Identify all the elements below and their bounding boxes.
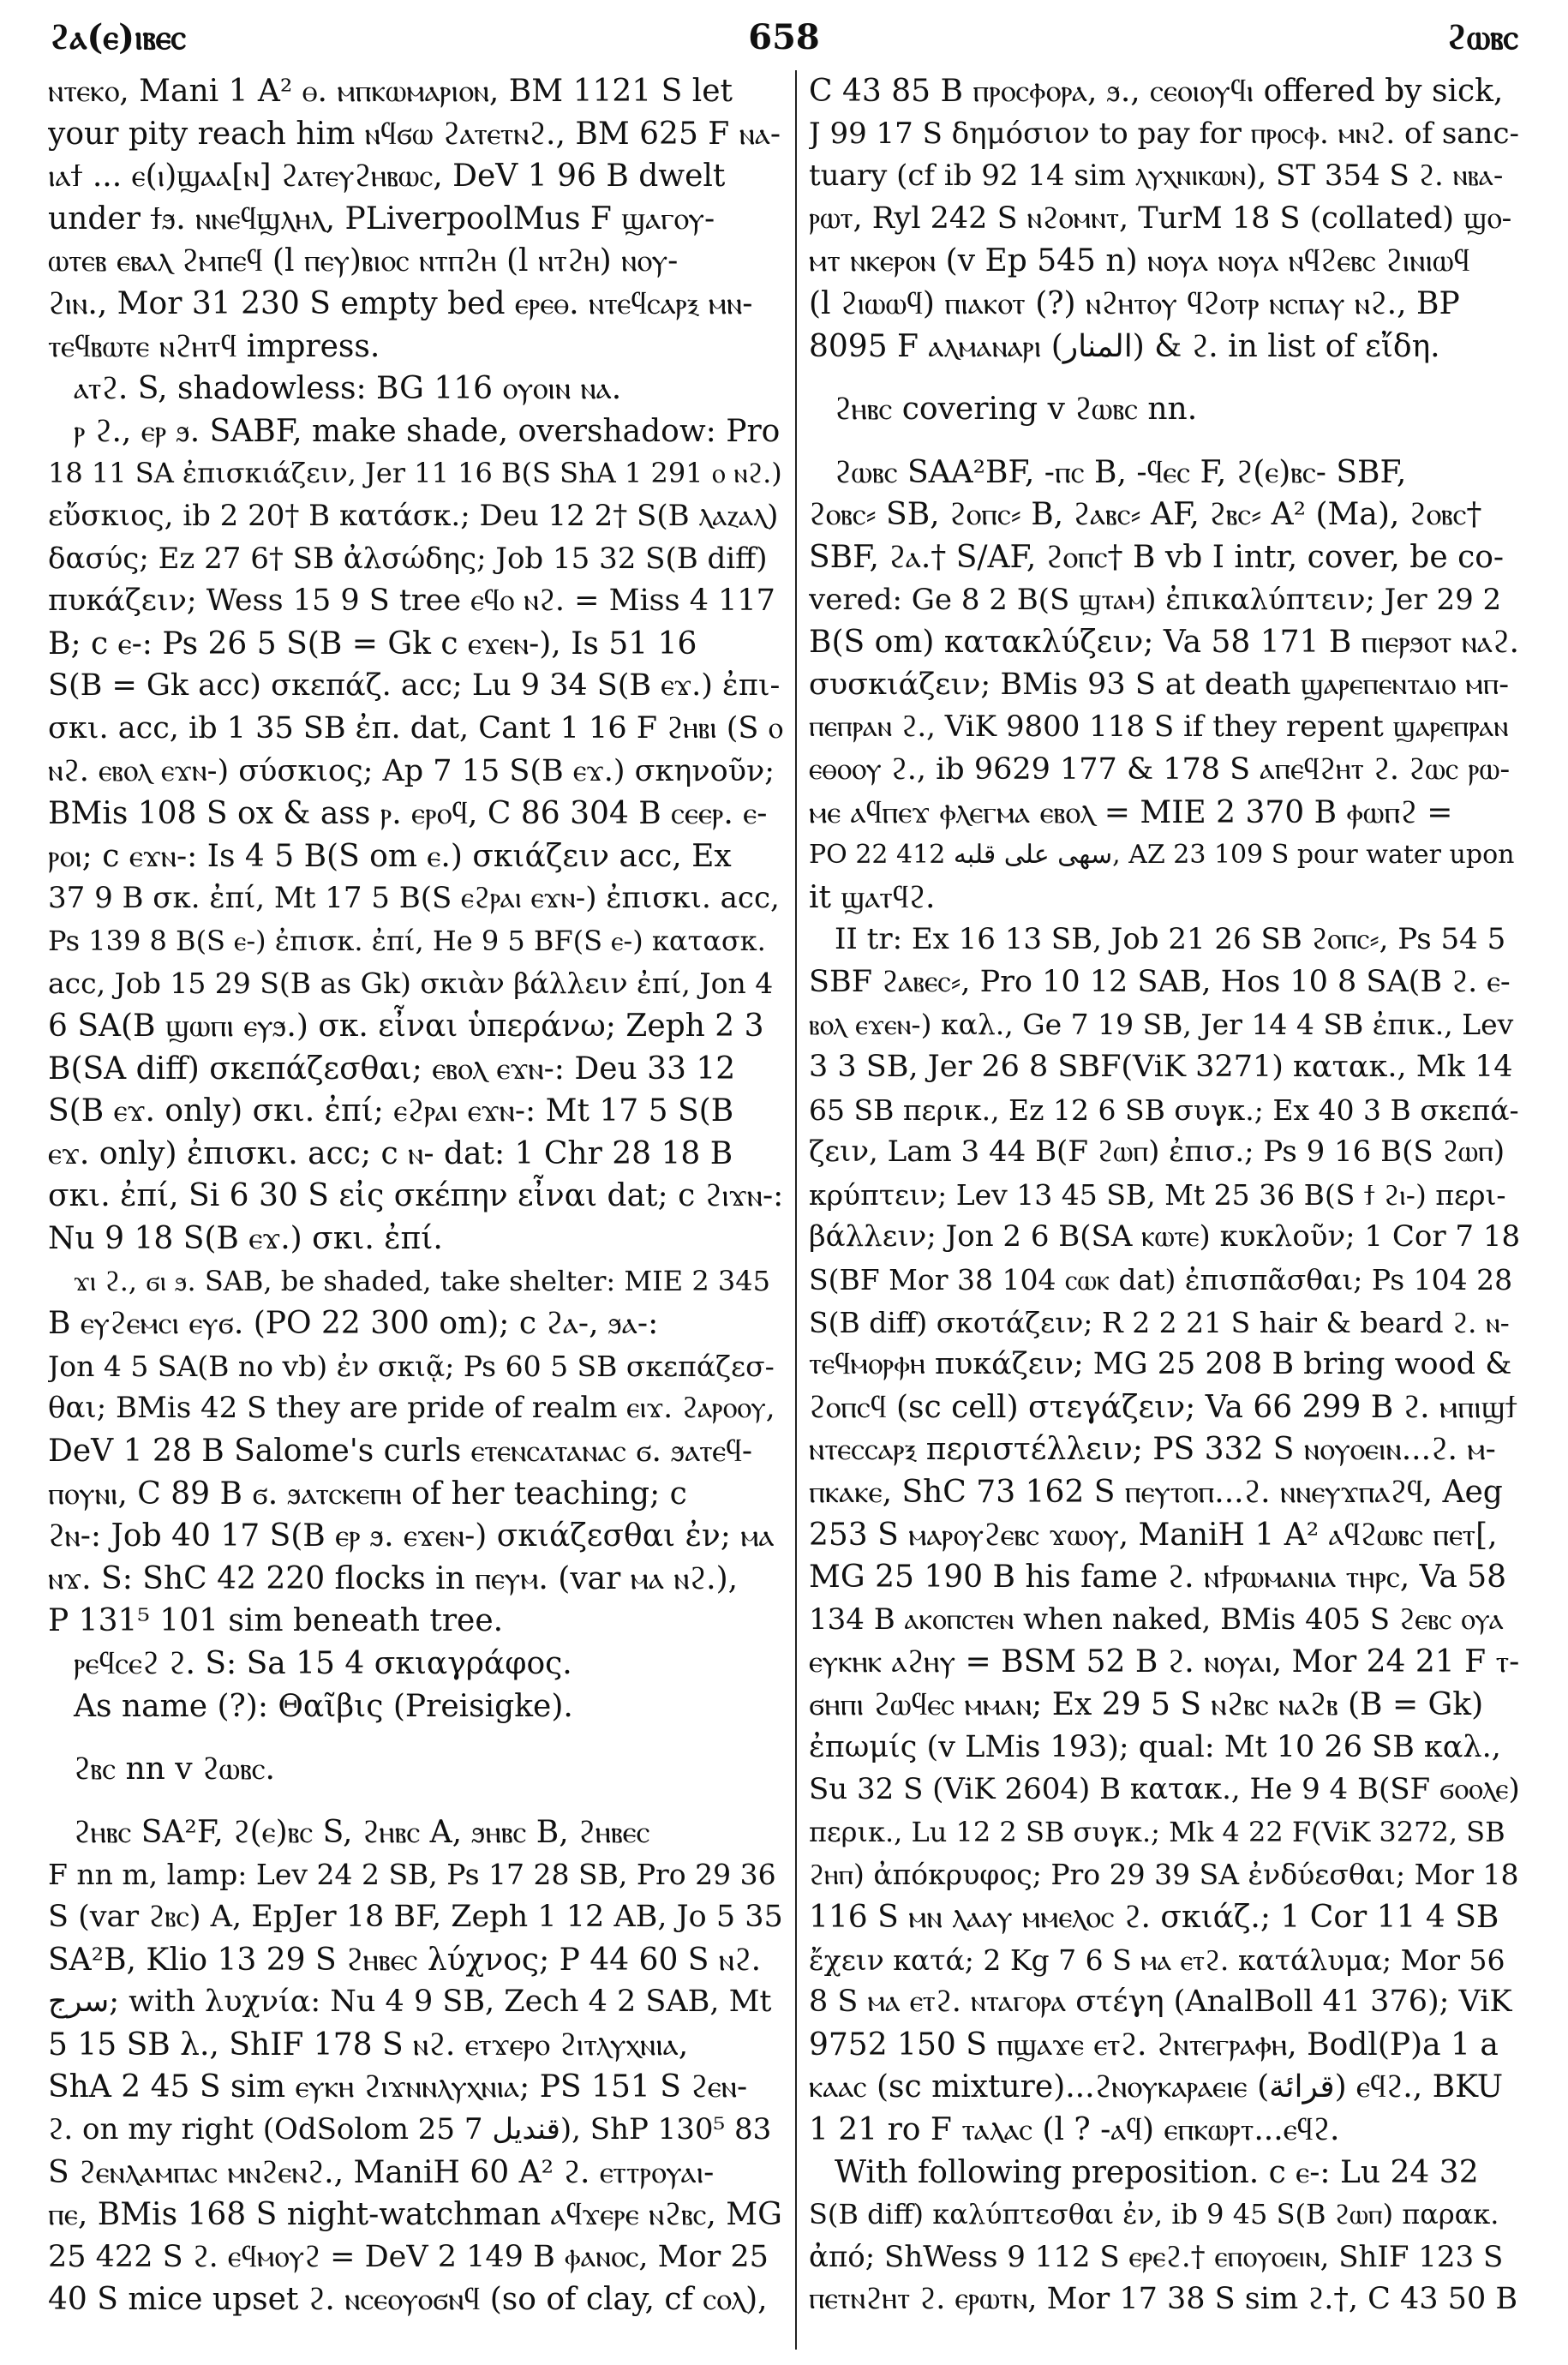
text-line: ⲡⲉⲡⲣⲁⲛ ϩ., ViK 9800 118 S if they repent ϣⲁⲣⲉⲡⲣⲁⲛ: [809, 710, 1509, 745]
text-line: SA²B, Klio 13 29 S ϩⲏⲃⲉⲥ λύχνος; P 44 60 S ⲛϩ.: [48, 1942, 762, 1978]
text-line: (l ϩⲓⲱⲱϥ) ⲡⲓⲁⲕⲟⲧ (?) ⲛϩⲏⲧⲟⲩ ϥϩⲟⲧⲣ ⲛⲥⲡⲁⲩ ⲛϩ., BP: [809, 285, 1460, 321]
text-line: As name (?): Θαῖβις (Preisigke).: [74, 1688, 573, 1724]
text-line: ϩⲏⲃⲥ SA²F, ϩ(ⲉ)ⲃⲥ S, ϩⲏⲃⲥ A, ϧⲏⲃⲥ B, ϩⲏⲃⲉⲥ: [74, 1814, 650, 1850]
text-line: B ⲉⲩϩⲉⲙⲥⲓ ⲉⲩϭ. (PO 22 300 om); c ϩⲁ-, ϧⲁ-:: [48, 1306, 659, 1342]
text-line: S(B diff) καλύπτεσθαι ἐν, ib 9 45 S(B ϩⲱⲡ) παρακ.: [809, 2198, 1499, 2231]
header-right-entry: ϩⲱⲃⲥ: [1446, 17, 1518, 57]
text-line: ⲡⲉ, BMis 168 S night-watchman ⲁϥϫⲉⲣⲉ ⲛϩⲃⲥ, MG: [48, 2197, 782, 2233]
text-line: ⲡⲟⲩⲛⲓ, C 89 B ϭ. ϧⲁⲧⲥⲕⲉⲡⲏ of her teaching; c: [48, 1476, 687, 1512]
left-column: [48, 70, 785, 2350]
text-line: vered: Ge 8 2 B(S ϣⲧⲁⲙ) ἐπικαλύπτειν; Jer 29 2: [809, 582, 1502, 617]
text-line: περικ., Lu 12 2 SB συγκ.; Mk 4 22 F(ViK 3272, SB: [809, 1815, 1505, 1848]
text-line: 9752 150 S ⲡϣⲁϫⲉ ⲉⲧϩ. ϩⲛⲧⲉⲅⲣⲁⲫⲏ, Bodl(P)a 1 a: [809, 2027, 1499, 2063]
text-line: βάλλειν; Jon 2 6 B(SA ⲕⲱⲧⲉ) κυκλοῦν; 1 Cor 7 18: [809, 1219, 1520, 1254]
column-divider: [795, 70, 797, 2350]
text-line: Jon 4 5 SA(B no vb) ἐν σκιᾷ; Ps 60 5 SB σκεπάζεσ-: [48, 1349, 775, 1383]
text-line: ⲛϫ. S: ShC 42 220 flocks in ⲡⲉⲩⲙ. (var ⲙⲁ ⲛϩ.),: [48, 1560, 739, 1596]
text-line: P 131⁵ 101 sim beneath tree.: [48, 1603, 504, 1639]
text-line: S (var ϩⲃⲥ) A, EpJer 18 BF, Zeph 1 12 AB, Jo 5 35: [48, 1899, 783, 1934]
text-line: ⲣⲱⲧ, Ryl 242 S ⲛϩⲟⲙⲛⲧ, TurM 18 S (collated) ϣⲟ-: [809, 201, 1512, 236]
text-line: ϩⲟⲃⲥ⸗ SB, ϩⲟⲡⲥ⸗ B, ϩⲁⲃⲥ⸗ AF, ϩⲃⲥ⸗ A² (Ma), ϩⲟⲃⲥ†: [809, 497, 1482, 533]
text-line: Ps 139 8 B(S ⲉ-) ἐπισκ. ἐπί, He 9 5 BF(S ⲉ-) κατασκ.: [48, 924, 766, 957]
text-line: ⲱⲧⲉⲃ ⲉⲃⲁⲗ ϩⲙⲡⲉϥ (l ⲡⲉⲩ)ⲃⲓⲟⲥ ⲛⲧⲡϩⲏ (l ⲛⲧϩⲏ) ⲛⲟⲩ-: [48, 243, 679, 279]
text-line: κρύπτειν; Lev 13 45 SB, Mt 25 36 B(S ϯ ϩⲓ-) περι-: [809, 1177, 1506, 1212]
text-line: εὔσκιος, ib 2 20† B κατάσκ.; Deu 12 2† S(B ⲗⲁⲍⲁⲗ): [48, 498, 779, 533]
text-line: ⲧⲉϥⲙⲟⲣⲫⲏ πυκάζειν; MG 25 208 B bring wood &: [809, 1347, 1512, 1382]
text-line: ⲉⲩⲕⲏⲕ ⲁϩⲏⲩ = BSM 52 B ϩ. ⲛⲟⲩⲁⲓ, Mor 24 21 F ⲧ-: [809, 1644, 1520, 1680]
text-line: سرج; with λυχνία: Nu 4 9 SB, Zech 4 2 SAB, Mt: [48, 1985, 772, 2020]
text-line: DeV 1 28 B Salome's curls ⲉⲧⲉⲛⲥⲁⲧⲁⲛⲁⲥ ϭ. ϧⲁⲧⲉϥ-: [48, 1434, 753, 1469]
text-line: ϩⲃⲥ nn v ϩⲱⲃⲥ.: [74, 1751, 275, 1787]
page-header: [50, 7, 1518, 63]
text-line: S(B ⲉϫ. only) σκι. ἐπί; ⲉϩⲣⲁⲓ ⲉϫⲛ-: Mt 17 5 S(B: [48, 1093, 734, 1129]
text-line: SBF, ϩⲁ.† S/AF, ϩⲟⲡⲥ† B vb I intr, cover, be co-: [809, 539, 1505, 575]
text-line: ⲙⲉ ⲁϥⲡⲉϫ ⲫⲗⲉⲅⲙⲁ ⲉⲃⲟⲗ = MIE 2 370 B ⲫⲱⲡϩ =: [809, 794, 1453, 830]
page-number: 658: [748, 17, 820, 57]
text-line: 134 B ⲁⲕⲟⲡⲥⲧⲉⲛ when naked, BMis 405 S ϩⲉⲃⲥ ⲟⲩⲁ: [809, 1602, 1504, 1637]
right-column: [809, 70, 1520, 2350]
text-line: F nn m, lamp: Lev 24 2 SB, Ps 17 28 SB, Pro 29 36: [48, 1858, 776, 1892]
text-line: S ϩⲉⲛⲗⲁⲙⲡⲁⲥ ⲙⲛϩⲉⲛϩ., ManiH 60 A² ϩ. ⲉⲧⲧⲣⲟⲩⲁⲓ-: [48, 2154, 715, 2190]
text-line: 1 21 ro F ⲧⲁⲗⲁⲥ (l ? -ⲁϥ) ⲉⲡⲕⲱⲣⲧ...ⲉϥϩ.: [809, 2111, 1340, 2147]
text-line: 6 SA(B ϣⲱⲡⲓ ⲉⲩϧ.) σκ. εἶναι ὑπεράνω; Zeph 2 3: [48, 1009, 764, 1045]
text-line: ⲕⲁⲁⲥ (sc mixture)...ϩⲛⲟⲩⲕⲁⲣⲁⲉⲓⲉ (قرائة) ⲉϥϩ., BKU: [809, 2069, 1504, 2105]
text-line: BMis 108 S ox & ass ⲣ. ⲉⲣⲟϥ, C 86 304 B ⲥⲉⲉⲣ. ⲉ-: [48, 796, 768, 832]
text-line: C 43 85 B ⲡⲣⲟⲥⲫⲟⲣⲁ, ϧ., ⲥⲉⲟⲓⲟⲩϥⲓ offered by sick,: [809, 74, 1504, 109]
text-line: ⲉⲑⲟⲟⲩ ϩ., ib 9629 177 & 178 S ⲁⲡⲉϥϩⲏⲧ ϩ. ϩⲱⲥ ⲣⲱ-: [809, 751, 1511, 787]
text-line: θαι; BMis 42 S they are pride of realm ⲉⲓϫ. ϩⲁⲣⲟⲟⲩ,: [48, 1391, 775, 1426]
text-line: ζειν, Lam 3 44 B(F ϩⲱⲡ) ἐπισ.; Ps 9 16 B(S ϩⲱⲡ): [809, 1135, 1505, 1170]
entry-spacer: [809, 431, 1520, 452]
text-line: ϩⲟⲡⲥϥ (sc cell) στεγάζειν; Va 66 299 B ϩ. ⲙⲡⲓϣϯ: [809, 1389, 1517, 1425]
text-line: ShA 2 45 S sim ⲉⲩⲕⲏ ϩⲓϫⲛⲛⲗⲩⲭⲛⲓⲁ; PS 151 S ϩⲉⲛ-: [48, 2069, 748, 2105]
text-line: δασύς; Ez 27 6† SB ἀλσώδης; Job 15 32 S(B diff): [48, 541, 768, 576]
text-line: 65 SB περικ., Ez 12 6 SB συγκ.; Ex 40 3 B σκεπά-: [809, 1093, 1519, 1127]
text-line: ⲣⲟⲓ; c ⲉϫⲛ-: Is 4 5 B(S om ⲉ.) σκιάζειν acc, Ex: [48, 838, 732, 874]
text-line: 116 S ⲙⲛ ⲗⲁⲁⲩ ⲙⲙⲉⲗⲟⲥ ϩ. σκιάζ.; 1 Cor 11 4 SB: [809, 1899, 1499, 1935]
text-line: S(B diff) σκοτάζειν; R 2 2 21 S hair & beard ϩ. ⲛ-: [809, 1305, 1510, 1339]
text-line: PO 22 412 سهى على قلبه, AZ 23 109 S pour water upon: [809, 840, 1515, 871]
text-line: ϩⲏⲡ) ἀπόκρυφος; Pro 29 39 SA ἐνδύεσθαι; Mor 18: [809, 1858, 1519, 1892]
text-line: ϩⲏⲃⲥ covering v ϩⲱⲃⲥ nn.: [835, 392, 1198, 428]
text-line: ἔχειν κατά; 2 Kg 7 6 S ⲙⲁ ⲉⲧϩ. κατάλυμα; Mor 56: [809, 1943, 1505, 1977]
text-line: 37 9 B σκ. ἐπί, Mt 17 5 B(S ⲉϩⲣⲁⲓ ⲉϫⲛ-) ἐπισκι. acc,: [48, 881, 780, 916]
text-line: it ϣⲁⲧϥϩ.: [809, 879, 936, 915]
text-line: ⲁⲧϩ. S, shadowless: BG 116 ⲟⲩⲟⲓⲛ ⲛⲁ.: [74, 371, 622, 407]
text-line: ⲙⲧ ⲛⲕⲉⲣⲟⲛ (v Ep 545 n) ⲛⲟⲩⲁ ⲛⲟⲩⲁ ⲛϥϩⲉⲃⲥ ϩⲓⲛⲓⲱϥ: [809, 243, 1470, 279]
text-line: ⲓⲁϯ ... ⲉ(ⲓ)ϣⲁⲁ[ⲛ] ϩⲁⲧⲉⲩϩⲏⲃⲱⲥ, DeV 1 96 B dwelt: [48, 159, 726, 195]
text-line: MG 25 190 B his fame ϩ. ⲛϯⲣⲱⲙⲁⲛⲓⲁ ⲧⲏⲣⲥ, Va 58: [809, 1560, 1507, 1596]
text-line: ⲣⲉϥⲥⲉϩ ϩ. S: Sa 15 4 σκιαγράφος.: [74, 1645, 572, 1681]
text-line: S(B = Gk acc) σκεπάζ. acc; Lu 9 34 S(B ⲉϫ.) ἐπι-: [48, 668, 781, 704]
text-line: With following preposition. c ⲉ-: Lu 24 32: [835, 2154, 1479, 2190]
text-line: ϩⲛ-: Job 40 17 S(B ⲉⲣ ϧ. ⲉϫⲉⲛ-) σκιάζεσθαι ἐν; ⲙⲁ: [48, 1518, 775, 1554]
text-line: πυκάζειν; Wess 15 9 S tree ⲉϥⲟ ⲛϩ. = Miss 4 117: [48, 584, 775, 619]
text-line: ϩⲓⲛ., Mor 31 230 S empty bed ⲉⲣⲉⲑ. ⲛⲧⲉϥⲥⲁⲣⲝ ⲙⲛ-: [48, 285, 753, 321]
entry-spacer: [48, 1727, 785, 1748]
text-line: ⲛⲧⲉⲥⲥⲁⲣⲝ περιστέλλειν; PS 332 S ⲛⲟⲩⲟⲉⲓⲛ...ϩ. ⲙ-: [809, 1432, 1496, 1468]
text-line: 5 15 SB λ., ShIF 178 S ⲛϩ. ⲉⲧϫⲉⲣⲟ ϩⲓⲧⲗⲩⲭⲛⲓⲁ,: [48, 2027, 689, 2063]
text-line: σκι. ἐπί, Si 6 30 S εἰς σκέπην εἶναι dat; c ϩⲓϫⲛ-:: [48, 1178, 784, 1214]
text-line: 253 S ⲙⲁⲣⲟⲩϩⲉⲃⲥ ϫⲱⲟⲩ, ManiH 1 A² ⲁϥϩⲱⲃⲥ ⲡⲉⲧ[,: [809, 1517, 1498, 1553]
text-line: B; c ⲉ-: Ps 26 5 S(B = Gk c ⲉϫⲉⲛ-), Is 51 16: [48, 626, 697, 662]
text-line: S(BF Mor 38 104 ⲥⲱⲕ dat) ἐπισπᾶσθαι; Ps 104 28: [809, 1263, 1513, 1297]
text-line: ϩ. on my right (OdSolom 25 7 ﻗﻨﺪﻳﻞ), ShP 130⁵ 83: [48, 2111, 772, 2146]
text-line: 8 S ⲙⲁ ⲉⲧϩ. ⲛⲧⲁⲅⲟⲣⲁ στέγη (AnalBoll 41 376); ViK: [809, 1985, 1512, 2020]
text-line: ⲛⲧⲉⲕⲟ, Mani 1 A² ⲑ. ⲙⲡⲕⲱⲙⲁⲣⲓⲟⲛ, BM 1121 S let: [48, 74, 733, 109]
entry-spacer: [48, 1791, 785, 1811]
text-line: Nu 9 18 S(B ⲉϫ.) σκι. ἐπί.: [48, 1221, 443, 1257]
text-line: ⲡⲕⲁⲕⲉ, ShC 73 162 S ⲡⲉⲩⲧⲟⲡ...ϩ. ⲛⲛⲉⲩϫⲡⲁϩϥ, Aeg: [809, 1475, 1503, 1510]
text-line: ϭⲏⲡⲓ ϩⲱϥⲉⲥ ⲙⲙⲁⲛ; Ex 29 5 S ⲛϩⲃⲥ ⲛⲁϩⲃ (B = Gk): [809, 1686, 1484, 1722]
text-line: συσκιάζειν; BMis 93 S at death ϣⲁⲣⲉⲡⲉⲛⲧⲁⲓⲟ ⲙⲡ-: [809, 667, 1510, 702]
text-line: ⲡⲉⲧⲛϩⲏⲧ ϩ. ⲉⲣⲱⲧⲛ, Mor 17 38 S sim ϩ.†, C 43 50 B: [809, 2282, 1518, 2317]
header-left-entry: ϩⲁ(ⲉ)ⲓⲃⲉⲥ: [50, 17, 187, 57]
text-line: B(S om) κατακλύζειν; Va 58 171 B ⲡⲓⲉⲣϧⲟⲧ ⲛⲁϩ.: [809, 625, 1519, 661]
text-line: ἐπωμίς (v LMis 193); qual: Mt 10 26 SB καλ.,: [809, 1729, 1501, 1764]
text-line: ϫⲓ ϩ., ϭⲓ ϧ. SAB, be shaded, take shelter: MIE 2 345: [74, 1264, 770, 1297]
text-line: 25 422 S ϩ. ⲉϥⲙⲟⲩϩ = DeV 2 149 B ⲫⲁⲛⲟⲥ, Mor 25: [48, 2239, 769, 2274]
text-line: ⲉϫ. only) ἐπισκι. acc; c ⲛ- dat: 1 Chr 28 18 B: [48, 1135, 733, 1171]
text-line: your pity reach him ⲛϥϭⲱ ϩⲁⲧⲉⲧⲛϩ., BM 625 F ⲛⲁ-: [48, 116, 781, 152]
text-line: ἀπό; ShWess 9 112 S ⲉⲣⲉϩ.† ⲉⲡⲟⲩⲟⲉⲓⲛ, ShIF 123 S: [809, 2239, 1504, 2274]
text-line: ⲛϩ. ⲉⲃⲟⲗ ⲉϫⲛ-) σύσκιος; Ap 7 15 S(B ⲉϫ.) σκηνοῦν;: [48, 753, 775, 788]
text-line: 3 3 SB, Jer 26 8 SBF(ViK 3271) κατακ., Mk 14: [809, 1050, 1513, 1085]
text-line: J 99 17 S δημόσιον to pay for ⲡⲣⲟⲥⲫ. ⲙⲛϩ. of sanc-: [809, 116, 1519, 151]
text-line: ϩⲱⲃⲥ SAA²BF, -ⲡⲥ B, -ϥⲉⲥ F, ϩ(ⲉ)ⲃⲥ- SBF,: [835, 454, 1407, 490]
text-line: 40 S mice upset ϩ. ⲛⲥⲉⲟⲩⲟϭⲛϥ (so of clay, cf ⲥⲟⲗ),: [48, 2282, 768, 2318]
text-line: II tr: Ex 16 13 SB, Job 21 26 SB ϩⲟⲡⲥ⸗, Ps 54 5: [835, 922, 1506, 957]
text-line: tuary (cf ib 92 14 sim ⲗⲩⲭⲛⲓⲕⲱⲛ), ST 354 S ϩ. ⲛⲃⲁ-: [809, 159, 1504, 194]
text-line: under ϯϧ. ⲛⲛⲉϥϣⲗⲏⲗ, PLiverpoolMus F ϣⲁⲅⲟⲩ-: [48, 201, 715, 236]
text-line: Su 32 S (ViK 2604) B κατακ., He 9 4 B(SF ϭⲟⲟⲗⲉ): [809, 1772, 1520, 1807]
text-line: 8095 F ⲁⲗⲙⲁⲛⲁⲣⲓ (المنار) & ϩ. in list of εἴδη.: [809, 328, 1440, 364]
text-line: ⲣ ϩ., ⲉⲣ ϧ. SABF, make shade, overshadow: Pro: [74, 413, 781, 449]
text-line: 18 11 SA ἐπισκιάζειν, Jer 11 16 B(S ShA 1 291 ⲟ ⲛϩ.): [48, 457, 782, 490]
text-line: acc, Job 15 29 S(B as Gk) σκιὰν βάλλειν ἐπί, Jon 4: [48, 967, 774, 1001]
text-line: SBF ϩⲁⲃⲉⲥ⸗, Pro 10 12 SAB, Hos 10 8 SA(B ϩ. ⲉ-: [809, 964, 1511, 999]
text-line: ⲃⲟⲗ ⲉϫⲉⲛ-) καλ., Ge 7 19 SB, Jer 14 4 SB ἐπικ., Lev: [809, 1008, 1514, 1042]
text-line: σκι. acc, ib 1 35 SB ἐπ. dat, Cant 1 16 F ϩⲏⲃⲓ (S ⲟ: [48, 710, 783, 745]
text-line: B(SA diff) σκεπάζεσθαι; ⲉⲃⲟⲗ ⲉϫⲛ-: Deu 33 12: [48, 1051, 736, 1087]
entry-spacer: [809, 368, 1520, 388]
text-line: ⲧⲉϥⲃⲱⲧⲉ ⲛϩⲏⲧϥ impress.: [48, 328, 380, 364]
